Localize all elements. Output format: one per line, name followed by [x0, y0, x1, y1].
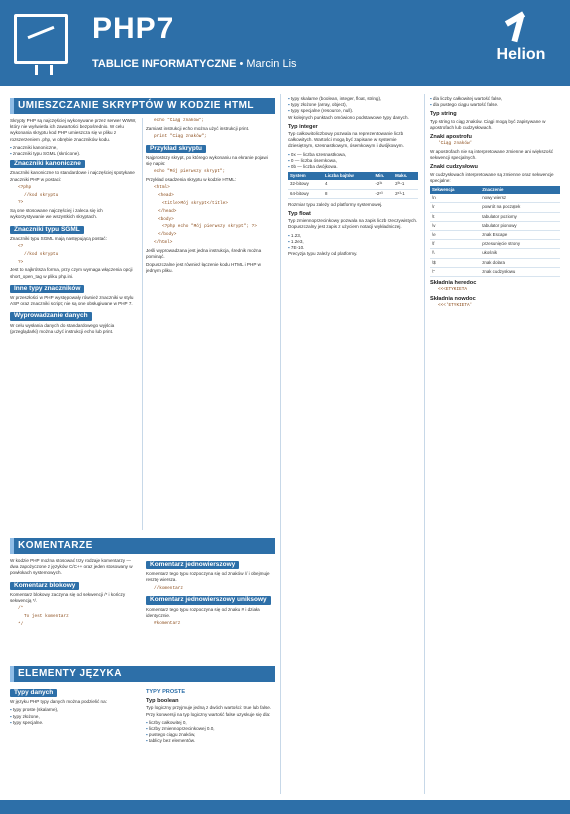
paragraph: Typ logiczny przyjmuje jedną z dwóch wartości: true lub false. Przy konwersji na typ logiczny wartość false uzyskuje się dla:	[146, 705, 272, 717]
column-2	[146, 118, 274, 530]
table-cell: \"	[430, 267, 480, 276]
subheading: Typ boolean	[146, 698, 179, 705]
subheading: TYPY PROSTE	[146, 689, 186, 695]
table-row	[430, 194, 560, 203]
paragraph: W kodzie PHP można stosować trzy rodzaje komentarzy — dwa zapożyczone z języków C/C++ oraz jeden stosowany w powłokach systemowych.	[10, 558, 133, 576]
paragraph: Typ zmiennoprzecinkowy pozwala na zapis liczb rzeczywistych. Dopuszczalny jest zapis z użyciem notacji wykładniczej.	[288, 218, 418, 230]
table-cell: \t	[430, 212, 480, 221]
table-header: Znaczenie	[480, 186, 560, 194]
table-cell: \n	[430, 194, 480, 203]
comments-left	[10, 558, 138, 654]
table-cell: 4	[323, 180, 373, 189]
footer-bar	[0, 800, 570, 814]
paragraph: W języku PHP typy danych można podzielić na:	[10, 699, 107, 705]
paragraph: W przeszłości w PHP występowały również znaczniki w stylu ASP oraz znaczniki script; nie są one obsługiwane w PHP 7.	[10, 295, 134, 307]
paragraph: Komentarz tego typu rozpoczyna się od znaku # i działa identycznie.	[146, 606, 260, 618]
table-cell: 2³¹-1	[393, 180, 418, 189]
code-line: <<<ETYKIETA	[438, 287, 467, 293]
paragraph: Komentarz blokowy zaczyna się od sekwencji /* i kończy sekwencją */.	[10, 591, 126, 604]
list-item: ▪ typy specjalne (resource, null).	[288, 108, 418, 114]
table-row	[430, 231, 560, 240]
table-cell: powrót na początek	[480, 203, 560, 212]
table-cell: \$	[430, 258, 480, 267]
subheading: Komentarz blokowy	[10, 582, 79, 590]
table-cell: tabulator pionowy	[480, 221, 560, 230]
header	[0, 0, 570, 86]
code-line: //kod skryptu	[24, 251, 59, 257]
table-cell: przesunięcie strony	[480, 240, 560, 249]
list-item: ▪ liczby zmiennoprzecinkowej 0.0,	[146, 726, 274, 732]
table-cell: 32-bitowy	[288, 180, 323, 189]
helion-logo-icon	[501, 10, 541, 44]
paragraph: Znaczniki kanoniczne to standardowe i najczęściej spotykane znaczniki PHP w postaci:	[10, 170, 135, 182]
code-line: /*	[18, 606, 24, 612]
list-item: ▪ typy specjalne.	[10, 720, 138, 726]
series-name: TABLICE INFORMATYCZNE	[92, 58, 237, 70]
list-item: ▪ 0b — liczba dwójkowa.	[288, 164, 418, 170]
code-line: <body>	[158, 216, 174, 222]
table-cell: \v	[430, 221, 480, 230]
code-line: ?>	[18, 200, 24, 206]
table-header: Min.	[373, 172, 393, 180]
subheading: Znaczniki typu SGML	[10, 226, 84, 234]
code-line: </html>	[154, 239, 173, 245]
elements-left	[10, 686, 138, 794]
table-cell: 8	[323, 189, 373, 198]
table-header: Maks.	[393, 172, 418, 180]
subheading: Składnia heredoc	[430, 280, 477, 287]
subheading: Znaki apostrofu	[430, 134, 472, 141]
table-row	[430, 203, 560, 212]
paragraph: Rozmiar typu zależy od platformy systemowej.	[288, 201, 383, 207]
paragraph: Precyzja typu zależy od platformy.	[288, 251, 358, 257]
publisher-logo	[488, 10, 554, 64]
table-row	[430, 267, 560, 276]
column-3	[288, 96, 418, 796]
table-cell: \\	[430, 249, 480, 258]
list-item: ▪ dla pustego ciągu wartość false.	[430, 102, 560, 108]
page-subtitle	[92, 58, 297, 70]
code-line: echo "Mój pierwszy skrypt";	[154, 169, 226, 175]
code-line: <?	[18, 244, 24, 250]
subheading: Znaki cudzysłowu	[430, 164, 478, 171]
column-divider	[280, 94, 281, 794]
list-item: ▪ 0x — liczba szesnastkowa,	[288, 152, 418, 158]
chalkboard-icon	[14, 14, 68, 64]
column-divider	[424, 94, 425, 794]
table-row	[288, 180, 418, 189]
list-item: ▪ 7E-10.	[288, 245, 418, 251]
list-item: ▪ dla liczby całkowitej wartość false,	[430, 96, 560, 102]
table-cell: 64-bitowy	[288, 189, 323, 198]
code-line: //komentarz	[154, 585, 183, 591]
section-title-embedding: UMIESZCZANIE SKRYPTÓW W KODZIE HTML	[10, 98, 275, 114]
paragraph: Jeśli wyprowadzana jest jedna instrukcja, średnik można pominąć.	[146, 247, 262, 259]
list-item: ▪ 1.2e3,	[288, 239, 418, 245]
code-line: </body>	[158, 232, 177, 238]
subheading: Składnia nowdoc	[430, 296, 476, 303]
code-line: print "Ciąg znaków";	[154, 134, 207, 139]
table-row	[430, 221, 560, 230]
column-1	[10, 118, 138, 530]
paragraph: Znaczniki typu SGML mają następującą postać:	[10, 235, 107, 241]
code-line: <title>Mój skrypt</title>	[162, 201, 228, 206]
comments-right	[146, 558, 274, 654]
code-line: <html>	[154, 185, 170, 191]
paragraph: W kolejnych punktach omówiono podstawowe typy danych.	[288, 114, 409, 120]
table-cell: \e	[430, 231, 480, 240]
code-line: //kod skryptu	[24, 192, 59, 198]
column-4	[430, 96, 560, 796]
paragraph: W celu wysłania danych do standardowego wyjścia (przeglądarki) można użyć instrukcji echo lub print.	[10, 322, 115, 334]
subheading: Typ integer	[288, 123, 318, 130]
subheading: Typ float	[288, 211, 311, 218]
table-cell: -2⁶³	[373, 189, 393, 198]
paragraph: Są one stosowane najczęściej i zaleca się ich wykorzystywanie we wszystkich skryptach.	[10, 208, 103, 220]
table-row	[430, 240, 560, 249]
table-row	[430, 212, 560, 221]
paragraph: Komentarz tego typu rozpoczyna się od znaków // i obejmuje resztę wiersza.	[146, 571, 270, 583]
list-item: ▪ znaczniki kanoniczne,	[10, 145, 138, 151]
subheading: Wyprowadzanie danych	[10, 312, 92, 320]
paragraph: Dopuszczalne jest również łączenie kodu HTML i PHP w jednym pliku.	[146, 262, 261, 274]
list-item: ▪ typy skalarne (boolean, integer, float, string),	[288, 96, 418, 102]
table-row	[430, 258, 560, 267]
code-line: <<<'ETYKIETA'	[438, 303, 473, 309]
subheading: Typ string	[430, 111, 457, 118]
list-item: ▪ 0 — liczba ósemkowa,	[288, 158, 418, 164]
escape-sequence-table	[430, 186, 560, 277]
paragraph: Przykład osadzenia skryptu w kodzie HTML:	[146, 177, 237, 183]
table-cell: znak cudzysłowu	[480, 267, 560, 276]
intro-text: Skrypty PHP są najczęściej wykonywane przez serwer WWW, który nie wyświetla ich zawartości bezpośrednio. W celu wykonania skryptu kod PHP umieszcza się w pliku z rozszerzeniem .php, w obrębie znaczników kodu.	[10, 118, 137, 142]
paragraph: Typ całkowitoliczbowy pozwala na reprezentowanie liczb całkowitych. Wartości mogą być zapisane w systemie dziesiętnym, szesnastkowym, ósemkowym i dwójkowym.	[288, 131, 404, 149]
code-line: <?php	[18, 184, 32, 190]
code-line: To jest komentarz	[24, 614, 69, 620]
list-item: ▪ liczby całkowitej 0,	[146, 720, 274, 726]
table-cell: ukośnik	[480, 249, 560, 258]
code-line: <?php echo "Mój pierwszy skrypt"; ?>	[162, 224, 257, 230]
table-cell: znak Escape	[480, 231, 560, 240]
code-line: #komentarz	[154, 621, 181, 627]
table-cell: \f	[430, 240, 480, 249]
list-item: ▪ typy złożone (array, object),	[288, 102, 418, 108]
paragraph: W cudzysłowach interpretowane są zmienne oraz sekwencje specjalne:	[430, 171, 554, 183]
table-header: Sekwencja	[430, 186, 480, 194]
column-divider	[142, 118, 143, 530]
subheading: Komentarz jednowierszowy uniksowy	[146, 596, 271, 604]
subheading: Znaczniki kanoniczne	[10, 160, 85, 168]
list-item: ▪ typy proste (skalarne),	[10, 707, 138, 713]
paragraph: W apostrofach nie są interpretowane zmienne ani większość sekwencji specjalnych.	[430, 149, 554, 161]
publisher-name: Helion	[496, 46, 546, 63]
subheading: Komentarz jednowierszowy	[146, 561, 239, 569]
table-cell: \r	[430, 203, 480, 212]
table-row	[430, 249, 560, 258]
table-row	[288, 189, 418, 198]
code-line: <head>	[158, 193, 174, 199]
paragraph: Typ string to ciąg znaków. Ciągi mogą być zapisywane w apostrofach lub cudzysłowach.	[430, 118, 546, 130]
subheading: Typy danych	[10, 689, 57, 697]
elements-right	[146, 686, 274, 794]
table-cell: 2⁶³-1	[393, 189, 418, 198]
list-item: ▪ 1.23,	[288, 233, 418, 239]
code-line: echo "Ciąg znaków";	[154, 118, 205, 123]
code-line: </head>	[158, 208, 177, 214]
table-cell: nowy wiersz	[480, 194, 560, 203]
list-item: ▪ tablicy bez elementów.	[146, 738, 274, 744]
subheading: Przykład skryptu	[146, 145, 206, 153]
table-cell: tabulator poziomy	[480, 212, 560, 221]
page-title: PHP7	[92, 12, 175, 45]
section-title-elements: ELEMENTY JĘZYKA	[10, 666, 275, 682]
integer-range-table	[288, 172, 418, 199]
list-item: ▪ znaczniki typu SGML (skrócone).	[10, 151, 138, 157]
code-line: 'Ciąg znaków'	[438, 141, 473, 147]
table-cell: znak dolara	[480, 258, 560, 267]
subheading: Inne typy znaczników	[10, 285, 84, 293]
table-header: System	[288, 172, 323, 180]
paragraph: Zamiast instrukcji echo można użyć instrukcji print.	[146, 125, 250, 131]
paragraph: Najprostszy skrypt, po którego wykonaniu na ekranie pojawi się napis:	[146, 155, 268, 167]
page-body	[0, 86, 570, 800]
table-header: Liczba bajtów	[323, 172, 373, 180]
list-item: ▪ pustego ciągu znaków,	[146, 732, 274, 738]
section-title-comments: KOMENTARZE	[10, 538, 275, 554]
code-line: ?>	[18, 259, 24, 265]
table-cell: -2³¹	[373, 180, 393, 189]
author-name: • Marcin Lis	[239, 58, 297, 70]
paragraph: Jest to najkrótsza forma, przy czym wymaga włączenia opcji short_open_tag w pliku php.ini.	[10, 267, 133, 279]
list-item: ▪ typy złożone,	[10, 714, 138, 720]
code-line: */	[18, 621, 24, 627]
